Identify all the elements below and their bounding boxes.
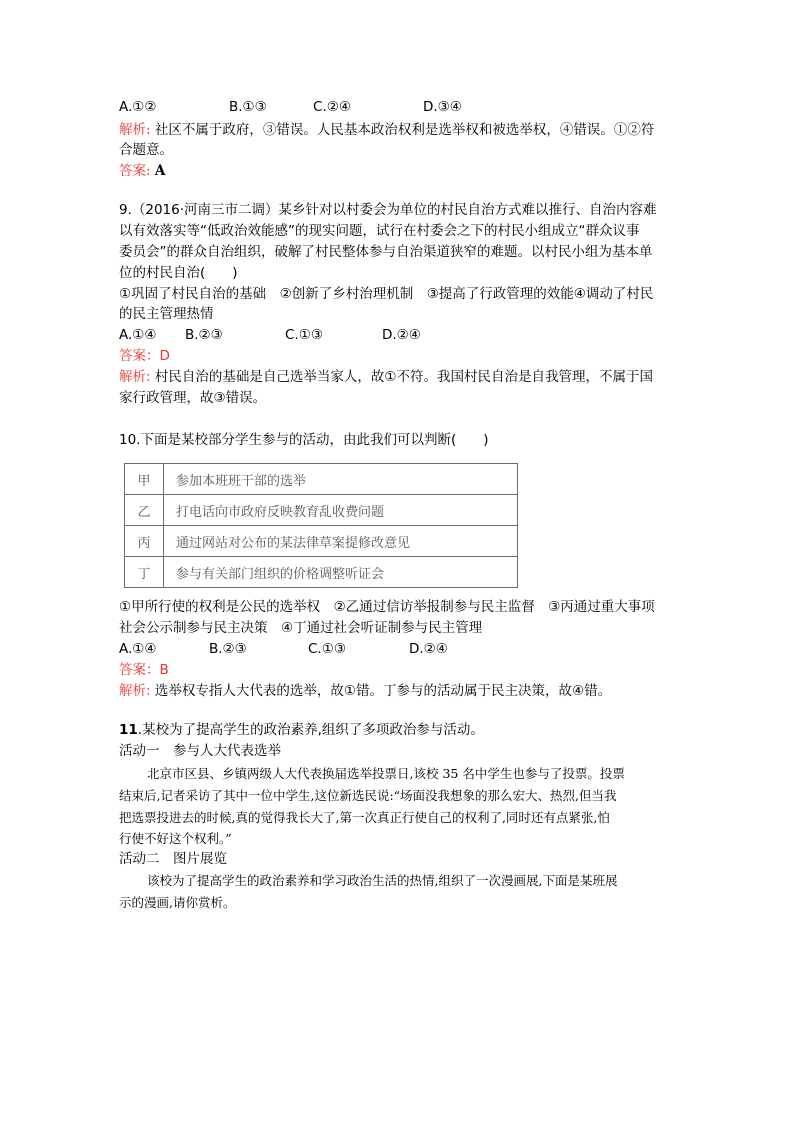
q9-stem-line3: 委员会”的群众自治组织，破解了村民整体参与自治渠道狭窄的难题。以村民小组为基本单	[119, 244, 653, 260]
q9-analysis-line1	[119, 368, 653, 386]
q10-analysis	[119, 682, 611, 700]
q10-choices-line1: ①甲所行使的权利是公民的选举权 ②乙通过信访举报制参与民主监督 ③丙通过重大事项	[119, 599, 655, 615]
q10-option-a: A.①④	[119, 641, 157, 657]
table-cell-value: 打电话向市政府反映教育乱收费问题	[164, 495, 518, 526]
q8-analysis-text: 社区不属于政府，③错误。人民基本政治权利是选举权和被选举权，④错误。①②符	[154, 122, 655, 138]
q11-activity2-title: 活动二 图片展览	[119, 851, 227, 867]
q9-analysis-label: 解析:	[119, 369, 151, 385]
table-cell-value: 参加本班班干部的选举	[164, 464, 518, 495]
q9-option-c: C.①③	[285, 327, 323, 343]
q11-activity2-line1: 该校为了提高学生的政治素养和学习政治生活的热情,组织了一次漫画展,下面是某班展	[147, 873, 618, 888]
q10-answer: 答案：B	[119, 662, 169, 678]
q11-activity1-title: 活动一 参与人大代表选举	[119, 743, 281, 759]
q9-option-a: A.①④	[119, 327, 157, 343]
q11-activity1-line2: 结束后,记者采访了其中一位中学生,这位新选民说:“场面没我想象的那么宏大、热烈,但当我	[119, 788, 617, 803]
q9-analysis-text: 村民自治的基础是自己选举当家人，故①不符。我国村民自治是自我管理，不属于国	[154, 369, 653, 385]
q11-stem-text: .某校为了提高学生的政治素养,组织了多项政治参与活动。	[137, 722, 484, 738]
q10-option-c: C.①③	[308, 641, 346, 657]
q8-answer-value: A	[154, 163, 166, 179]
q9-option-b: B.②③	[185, 327, 223, 343]
q11-stem	[119, 721, 484, 739]
q10-option-b: B.②③	[209, 641, 247, 657]
table-cell-value: 参与有关部门组织的价格调整听证会	[164, 557, 518, 588]
table-row	[125, 495, 518, 526]
q11-activity1-line3: 把选票投进去的时候,真的觉得我长大了,第一次真正行使自己的权利了,同时还有点紧张,怕	[119, 810, 610, 825]
q8-option-b: B.①③	[229, 99, 267, 115]
q9-stem-line4: 位的村民自治( )	[119, 265, 238, 281]
q11-activity1-line1: 北京市区县、乡镇两级人大代表换届选举投票日,该校 35 名中学生也参与了投票。投票	[147, 766, 625, 781]
table-row	[125, 526, 518, 557]
q8-analysis-label: 解析:	[119, 122, 151, 138]
q9-option-d: D.②④	[382, 327, 421, 343]
table-cell-key: 丁	[125, 557, 164, 588]
q8-answer-label: 答案:	[119, 163, 151, 179]
q8-option-c: C.②④	[313, 99, 351, 115]
q8-option-d: D.③④	[423, 99, 462, 115]
q10-option-d: D.②④	[409, 641, 448, 657]
q11-number: 11	[119, 722, 138, 738]
q11-activity1-line4: 行使不好这个权利。”	[119, 831, 232, 846]
q10-activity-table	[124, 463, 518, 588]
q8-analysis-line2: 合题意。	[119, 142, 173, 158]
q10-analysis-text: 选举权专指人大代表的选举，故①错。丁参与的活动属于民主决策，故④错。	[154, 683, 612, 699]
q9-choices-line2: 的民主管理热情	[119, 306, 214, 322]
q10-stem: 10.下面是某校部分学生参与的活动，由此我们可以判断( )	[119, 432, 489, 448]
table-cell-key: 丙	[125, 526, 164, 557]
q9-answer: 答案：D	[119, 348, 170, 364]
table-row	[125, 557, 518, 588]
table-cell-key: 乙	[125, 495, 164, 526]
q8-analysis-line1	[119, 121, 654, 139]
table-cell-value: 通过网站对公布的某法律草案提修改意见	[164, 526, 518, 557]
table-row	[125, 464, 518, 495]
q10-analysis-label: 解析:	[119, 683, 151, 699]
table-cell-key: 甲	[125, 464, 164, 495]
q9-choices-line1: ①巩固了村民自治的基础 ②创新了乡村治理机制 ③提高了行政管理的效能④调动了村民	[119, 286, 654, 302]
q9-stem-line2: 以有效落实等“低政治效能感”的现实问题，试行在村委会之下的村民小组成立“群众议事	[119, 223, 640, 239]
q9-stem-line1: 9.（2016·河南三市二调）某乡针对以村委会为单位的村民自治方式难以推行、自治内容难	[119, 202, 657, 218]
q8-answer	[119, 162, 165, 180]
q11-activity2-line2: 示的漫画,请你赏析。	[119, 895, 236, 910]
q9-analysis-line2: 家行政管理，故③错误。	[119, 390, 267, 406]
q10-choices-line2: 社会公示制参与民主决策 ④丁通过社会听证制参与民主管理	[119, 620, 483, 636]
q8-option-a: A.①②	[119, 99, 157, 115]
